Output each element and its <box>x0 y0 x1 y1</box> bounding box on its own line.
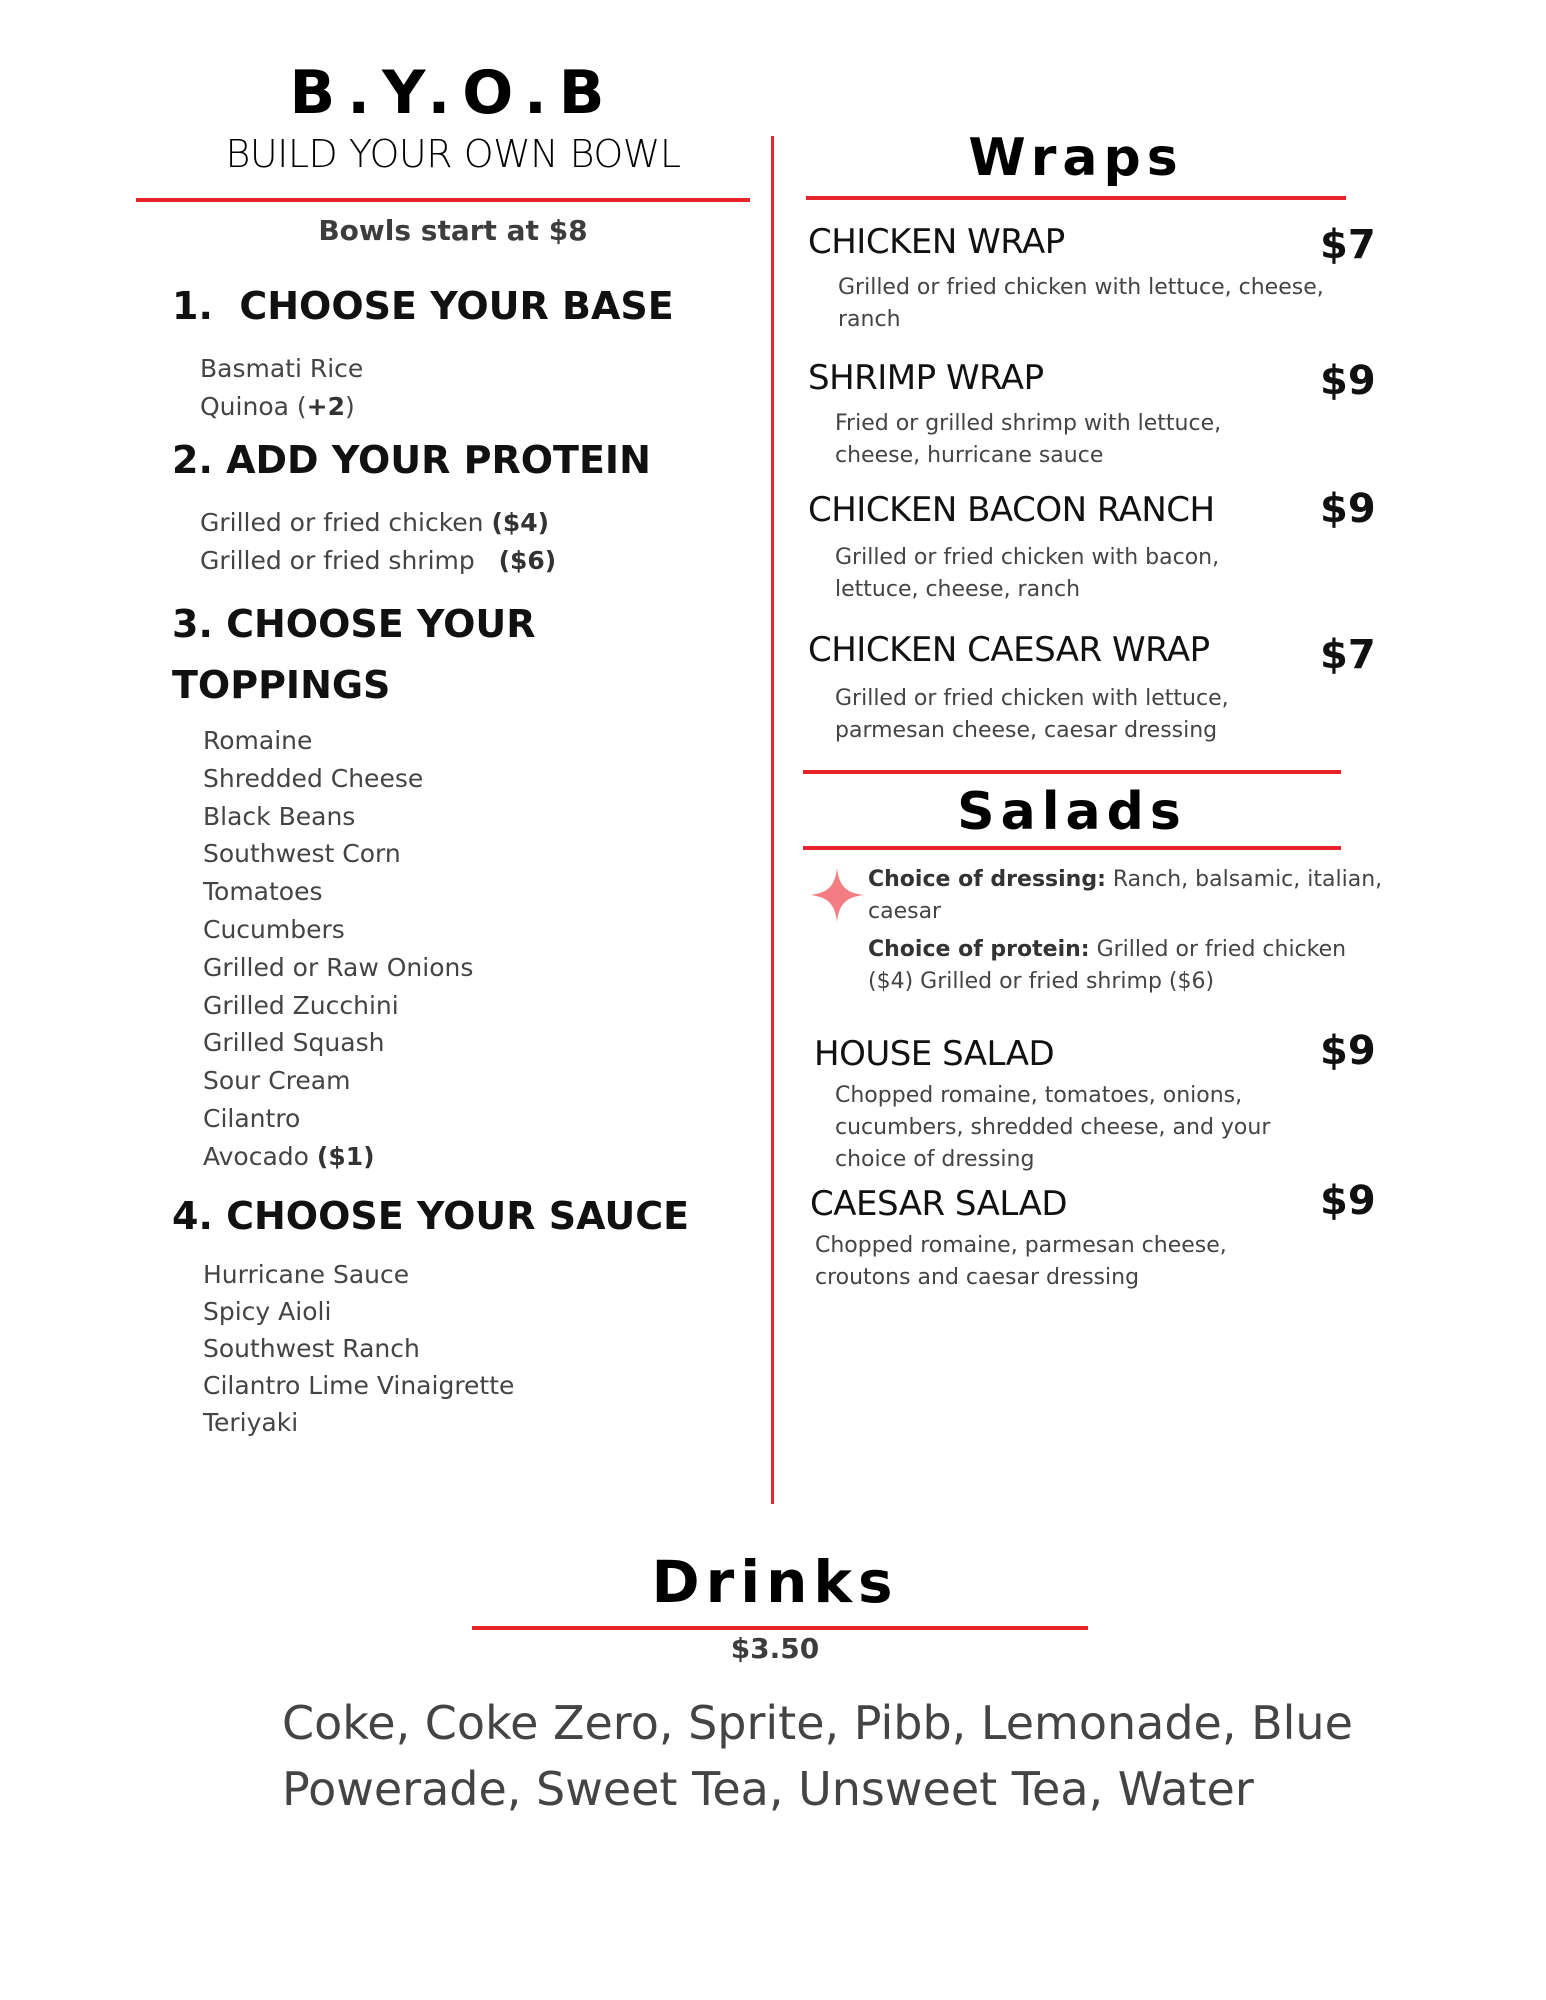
option-tomatoes: Tomatoes <box>203 877 323 907</box>
option-black-beans: Black Beans <box>203 801 356 831</box>
step-heading-sauce: 4. CHOOSE YOUR SAUCE <box>172 1194 690 1238</box>
salad-name-caesar: CAESAR SALAD <box>810 1184 1068 1224</box>
drinks-price: $3.50 <box>730 1632 820 1665</box>
option-shrimp: Grilled or fried shrimp ($6) <box>200 546 557 575</box>
wrap-desc-bacon-ranch: Grilled or fried chicken with bacon, lettuce, cheese, ranch <box>835 545 1220 602</box>
wraps-title: Wraps <box>968 128 1184 188</box>
option-southwest-corn: Southwest Corn <box>203 839 401 869</box>
salad-price-house: $9 <box>1320 1028 1376 1074</box>
option-cucumbers: Cucumbers <box>203 914 345 944</box>
byob-subtitle: BUILD YOUR OWN BOWL <box>225 132 681 176</box>
wrap-price-shrimp: $9 <box>1320 358 1376 404</box>
wrap-price-caesar: $7 <box>1320 632 1376 678</box>
wrap-name-chicken: CHICKEN WRAP <box>808 222 1065 262</box>
option-zucchini: Grilled Zucchini <box>203 990 399 1020</box>
option-cilantro: Cilantro <box>203 1103 301 1133</box>
option-cilantro-lime: Cilantro Lime Vinaigrette <box>203 1371 515 1400</box>
protein-options <box>200 504 556 580</box>
salads-bottom-divider <box>803 846 1341 850</box>
wrap-name-bacon-ranch: CHICKEN BACON RANCH <box>808 490 1215 530</box>
column-divider <box>771 136 774 1504</box>
wrap-price-chicken: $7 <box>1320 222 1376 268</box>
wrap-name-caesar: CHICKEN CAESAR WRAP <box>808 630 1210 670</box>
option-chicken: Grilled or fried chicken ($4) <box>200 508 550 537</box>
step-heading-protein: 2. ADD YOUR PROTEIN <box>172 438 651 482</box>
wrap-name-shrimp: SHRIMP WRAP <box>808 358 1044 398</box>
option-southwest-ranch: Southwest Ranch <box>203 1334 420 1363</box>
topping-options <box>203 722 473 1176</box>
option-hurricane-sauce: Hurricane Sauce <box>203 1260 410 1289</box>
step-heading-toppings: 3. CHOOSE YOUR TOPPINGS <box>172 602 536 707</box>
drinks-divider <box>472 1626 1088 1630</box>
step-heading-base: 1. CHOOSE YOUR BASE <box>172 284 674 328</box>
salad-protein-note: Choice of protein: Grilled or fried chicken ($4) Grilled or fried shrimp ($6) <box>868 937 1347 994</box>
option-squash: Grilled Squash <box>203 1028 385 1058</box>
wrap-price-bacon-ranch: $9 <box>1320 486 1376 532</box>
four-point-star-icon <box>810 868 864 922</box>
salads-title: Salads <box>957 782 1187 842</box>
option-quinoa: Quinoa (+2) <box>200 392 355 421</box>
byob-title: B.Y.O.B <box>289 58 617 128</box>
wraps-divider <box>806 196 1346 200</box>
option-sour-cream: Sour Cream <box>203 1066 351 1096</box>
wrap-desc-chicken: Grilled or fried chicken with lettuce, cheese, ranch <box>838 275 1324 332</box>
byob-divider <box>136 198 750 202</box>
option-spicy-aioli: Spicy Aioli <box>203 1297 332 1326</box>
option-avocado: Avocado ($1) <box>203 1141 375 1171</box>
bowls-start-price: Bowls start at $8 <box>318 214 588 247</box>
base-options <box>200 350 363 426</box>
salad-dressing-note: Choice of dressing: Ranch, balsamic, italian, caesar <box>868 867 1383 924</box>
option-onions: Grilled or Raw Onions <box>203 952 474 982</box>
drinks-title: Drinks <box>651 1548 899 1616</box>
option-romaine: Romaine <box>203 726 313 755</box>
salad-desc-caesar: Chopped romaine, parmesan cheese, croutons and caesar dressing <box>815 1233 1227 1290</box>
salads-top-divider <box>803 770 1341 774</box>
option-basmati-rice: Basmati Rice <box>200 354 364 383</box>
salad-price-caesar: $9 <box>1320 1178 1376 1224</box>
wrap-desc-shrimp: Fried or grilled shrimp with lettuce, cheese, hurricane sauce <box>835 411 1222 468</box>
option-shredded-cheese: Shredded Cheese <box>203 763 424 793</box>
drinks-list: Coke, Coke Zero, Sprite, Pibb, Lemonade, Blue Powerade, Sweet Tea, Unsweet Tea, Water <box>282 1696 1353 1816</box>
sauce-options <box>203 1256 514 1441</box>
salad-name-house: HOUSE SALAD <box>814 1034 1055 1074</box>
salad-desc-house: Chopped romaine, tomatoes, onions, cucumbers, shredded cheese, and your choice of dressing <box>835 1083 1271 1172</box>
wrap-desc-caesar: Grilled or fried chicken with lettuce, parmesan cheese, caesar dressing <box>835 686 1229 743</box>
option-teriyaki: Teriyaki <box>203 1408 299 1437</box>
